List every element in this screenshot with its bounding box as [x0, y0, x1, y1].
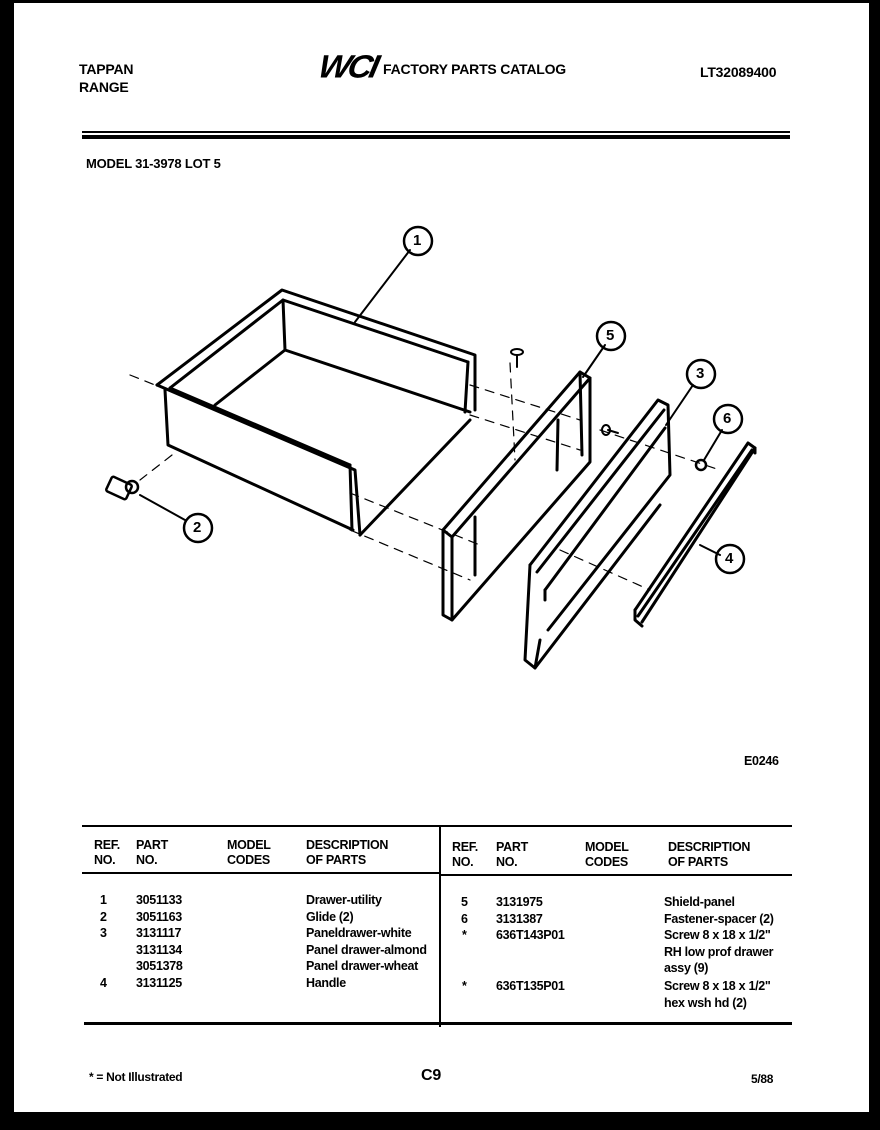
catalog-page: [14, 3, 869, 1112]
part-description: Shield-panel: [664, 895, 735, 909]
table-row: *: [462, 928, 467, 942]
col-model-codes-left: MODEL CODES: [227, 838, 271, 867]
part-description: Fastener-spacer (2): [664, 911, 774, 926]
table-header-rule-left: [82, 872, 439, 874]
product-type: RANGE: [79, 79, 129, 95]
table-row: 1: [100, 893, 107, 907]
not-illustrated-legend: * = Not Illustrated: [89, 1070, 183, 1084]
part-2-glide: [106, 476, 138, 500]
screw-side: [602, 425, 618, 435]
callout-label-3: 3: [696, 365, 705, 382]
col-model-codes-right: MODEL CODES: [585, 840, 629, 869]
part-description: Panel drawer-wheat: [306, 959, 419, 973]
callout-label-6: 6: [723, 410, 732, 427]
part-number: 636T143P01: [496, 928, 565, 942]
callout-label-2: 2: [193, 519, 202, 536]
table-top-rule: [82, 825, 792, 827]
leader-6: [704, 430, 722, 460]
leader-3: [666, 385, 693, 425]
col-description-left: DESCRIPTION OF PARTS: [306, 838, 389, 867]
callout-label-1: 1: [413, 232, 422, 249]
screw-top: [511, 349, 523, 367]
wci-logo: WCI: [315, 48, 380, 86]
table-row: 2: [100, 909, 107, 924]
table-row: 6: [461, 911, 468, 926]
part-number: 636T135P01: [496, 979, 565, 993]
part-1-drawer: [157, 290, 475, 535]
col-description-right: DESCRIPTION OF PARTS: [668, 840, 751, 869]
table-center-divider: [439, 825, 441, 1027]
table-row: *: [462, 979, 467, 993]
part-description: Screw 8 x 18 x 1/2": [664, 979, 771, 993]
part-number: 3051378: [136, 959, 183, 973]
part-number: 3131125: [136, 975, 182, 990]
part-number: 3131387: [496, 911, 543, 926]
col-part-no-right: PART NO.: [496, 840, 528, 869]
part-description: assy (9): [664, 961, 709, 975]
part-number: 3131975: [496, 895, 543, 909]
part-number: 3051163: [136, 909, 182, 924]
exploded-parts-diagram: [14, 3, 869, 763]
col-ref-no-left: REF. NO.: [94, 838, 120, 867]
callout-label-4: 4: [725, 550, 734, 567]
callout-label-5: 5: [606, 327, 615, 344]
table-row: 5: [461, 895, 468, 909]
part-description: Paneldrawer-white: [306, 926, 412, 940]
part-6-fastener: [696, 460, 706, 470]
leader-2: [140, 495, 185, 520]
table-row: 3: [100, 926, 107, 940]
figure-code: E0246: [744, 754, 779, 768]
part-description: hex wsh hd (2): [664, 995, 747, 1010]
part-4-handle: [635, 443, 755, 626]
col-part-no-left: PART NO.: [136, 838, 168, 867]
part-number: 3051133: [136, 893, 182, 907]
catalog-number: LT32089400: [700, 64, 777, 80]
page-code: C9: [421, 1067, 442, 1084]
part-3-panel-drawer: [525, 400, 670, 668]
part-description: Handle: [306, 975, 346, 990]
part-number: 3131117: [136, 926, 182, 940]
part-description: Drawer-utility: [306, 893, 382, 907]
table-header-rule-right: [439, 874, 792, 876]
part-description: Panel drawer-almond: [306, 942, 427, 957]
col-ref-no-right: REF. NO.: [452, 840, 478, 869]
part-number: 3131134: [136, 942, 182, 957]
brand-name: TAPPAN: [79, 61, 134, 77]
table-row: 4: [100, 975, 107, 990]
leader-5: [583, 345, 605, 377]
table-bottom-rule: [84, 1022, 792, 1025]
part-description: Screw 8 x 18 x 1/2": [664, 928, 771, 942]
part-description: RH low prof drawer: [664, 944, 774, 959]
catalog-title: FACTORY PARTS CATALOG: [383, 61, 566, 77]
leader-1: [355, 250, 410, 322]
part-description: Glide (2): [306, 909, 354, 924]
revision-date: 5/88: [751, 1072, 774, 1086]
model-line: MODEL 31-3978 LOT 5: [86, 156, 221, 171]
